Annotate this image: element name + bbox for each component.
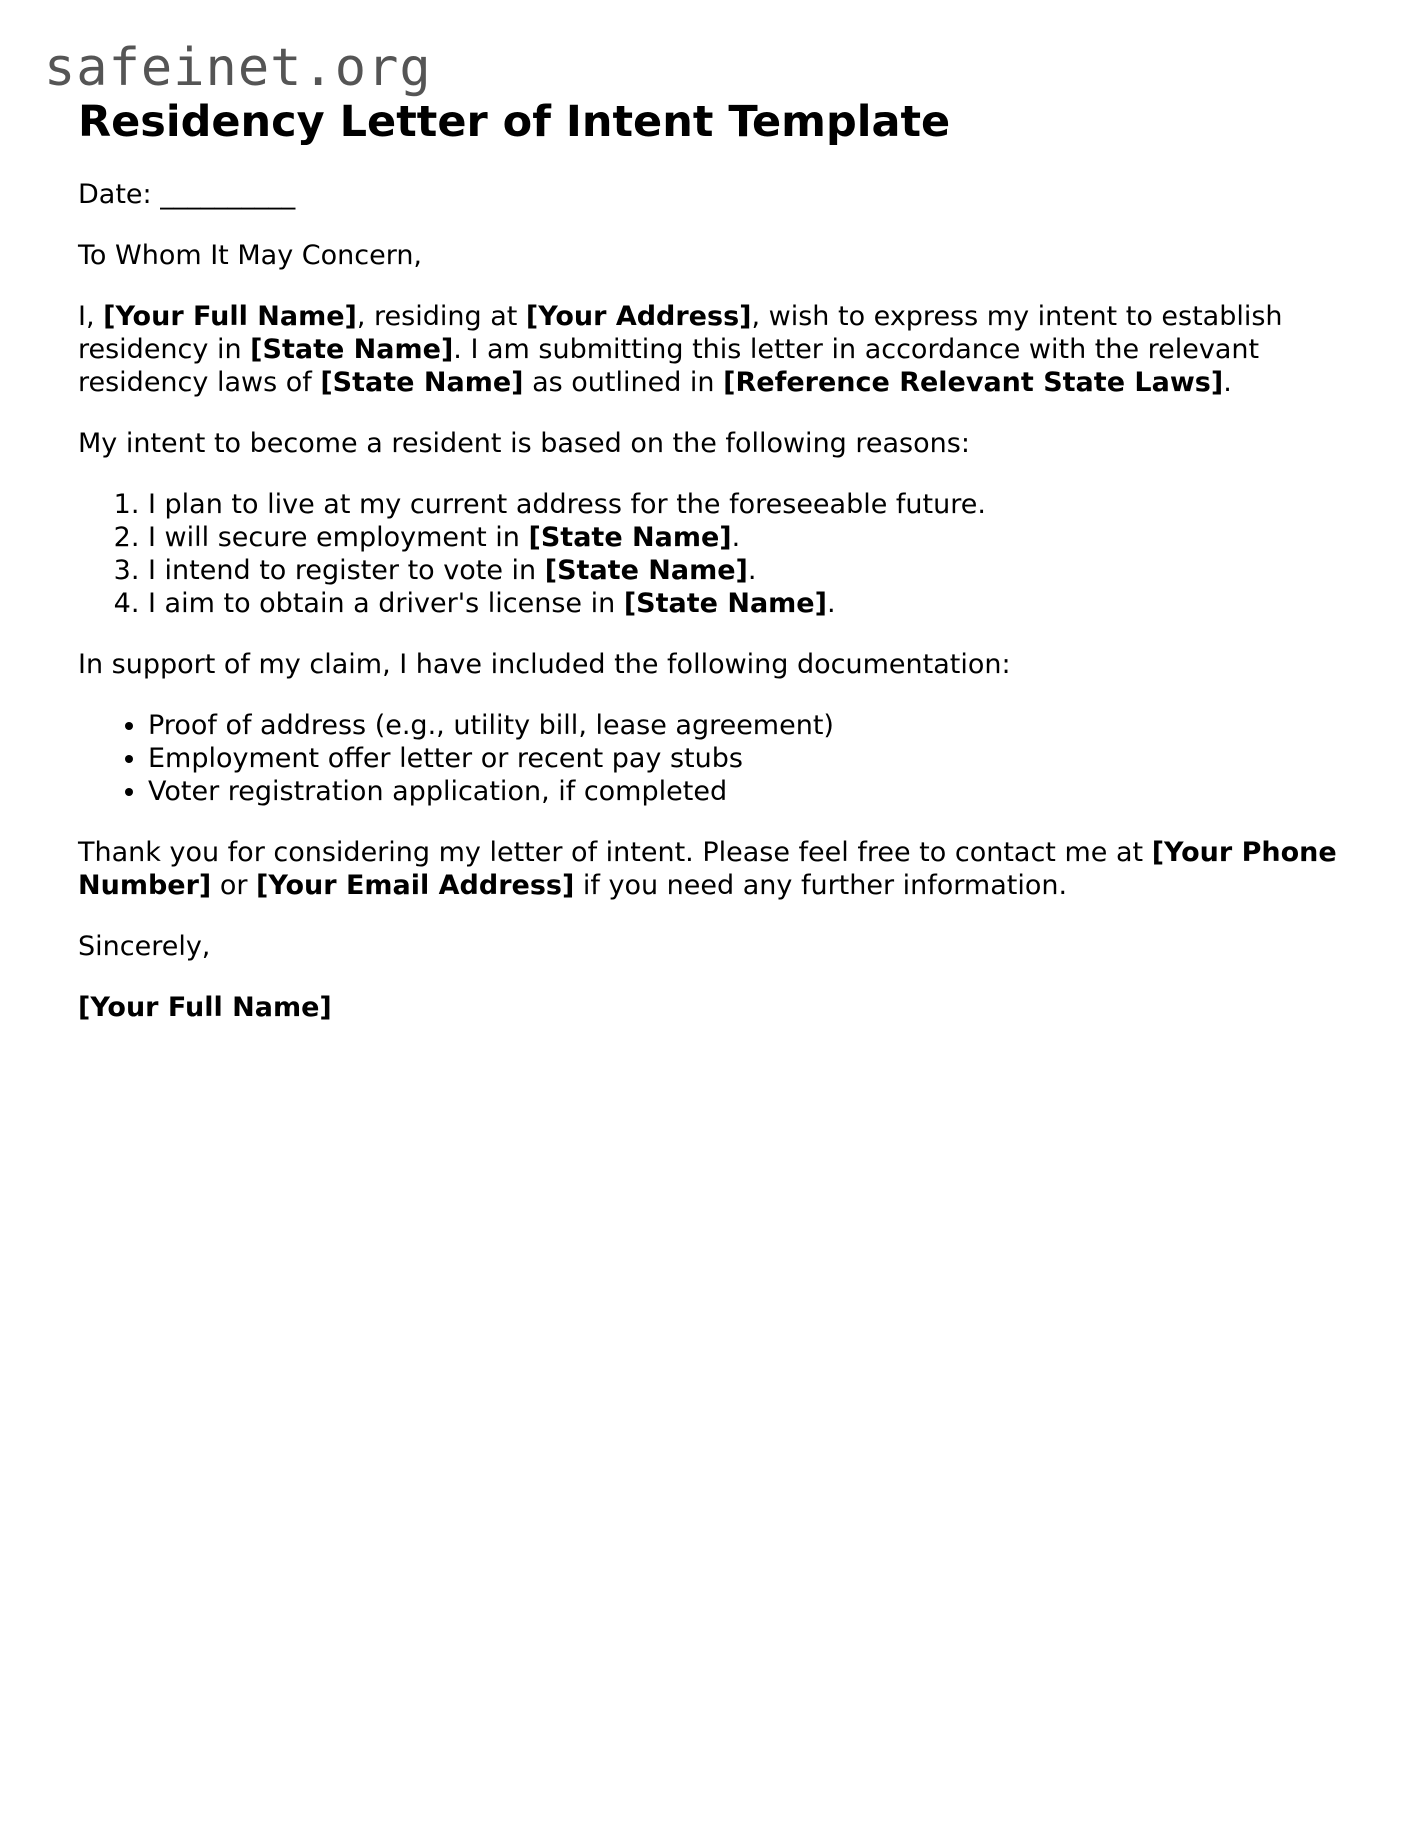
placeholder-state-name: [State Name] [544,555,748,586]
salutation: To Whom It May Concern, [78,240,423,271]
intro-paragraph [78,300,1348,399]
reason-end: . [731,522,741,553]
intro-text-4: . I am submitting this letter in accordance with the relevant residency laws of [78,334,1260,398]
documentation-list [78,709,1348,808]
reason-text: I will secure employment in [148,522,529,553]
list-item [148,521,1348,554]
reason-text: I intend to register to vote in [148,555,545,586]
placeholder-state-laws: [Reference Relevant State Laws] [723,367,1224,398]
closing-text-3: if you need any further information. [574,870,1068,901]
reasons-intro: My intent to become a resident is based on the following reasons: [78,428,970,459]
intro-text-5: as outlined in [523,367,724,398]
docs-intro: In support of my claim, I have included the following documentation: [78,649,1011,680]
letter-page [78,96,1348,1052]
list-item [148,587,1348,620]
closing-text-2: or [211,870,257,901]
placeholder-state-name: [State Name] [623,588,827,619]
placeholder-state-name: [State Name] [250,334,454,365]
page-title: Residency Letter of Intent Template [78,97,951,147]
list-item [148,488,1348,521]
reason-text: I plan to live at my current address for the foreseeable future. [148,489,986,520]
signature-name: [Your Full Name] [78,992,332,1023]
closing-paragraph [78,836,1348,902]
list-item: • Proof of address (e.g., utility bill, lease agreement) [148,709,1348,742]
list-item [148,554,1348,587]
placeholder-state-name: [State Name] [320,367,524,398]
reason-end: . [747,555,757,586]
watermark-text: safeinet.org [44,38,432,98]
intro-text-2: , residing at [356,301,526,332]
reason-end: . [826,588,836,619]
placeholder-state-name: [State Name] [528,522,732,553]
reasons-list [78,488,1348,620]
date-line: Date: __________ [78,179,296,210]
placeholder-phone: [Your Phone Number] [78,837,1337,901]
intro-text-1: I, [78,301,104,332]
reason-text: I aim to obtain a driver's license in [148,588,624,619]
list-item: • Employment offer letter or recent pay stubs [148,742,1348,775]
list-item: • Voter registration application, if completed [148,775,1348,808]
intro-text-3: , wish to express my intent to establish residency in [78,301,1283,365]
closing-text-1: Thank you for considering my letter of intent. Please feel free to contact me at [78,837,1152,868]
placeholder-address: [Your Address] [525,301,752,332]
placeholder-full-name: [Your Full Name] [103,301,357,332]
intro-text-6: . [1223,367,1232,398]
placeholder-email: [Your Email Address] [256,870,575,901]
signoff: Sincerely, [78,931,211,962]
